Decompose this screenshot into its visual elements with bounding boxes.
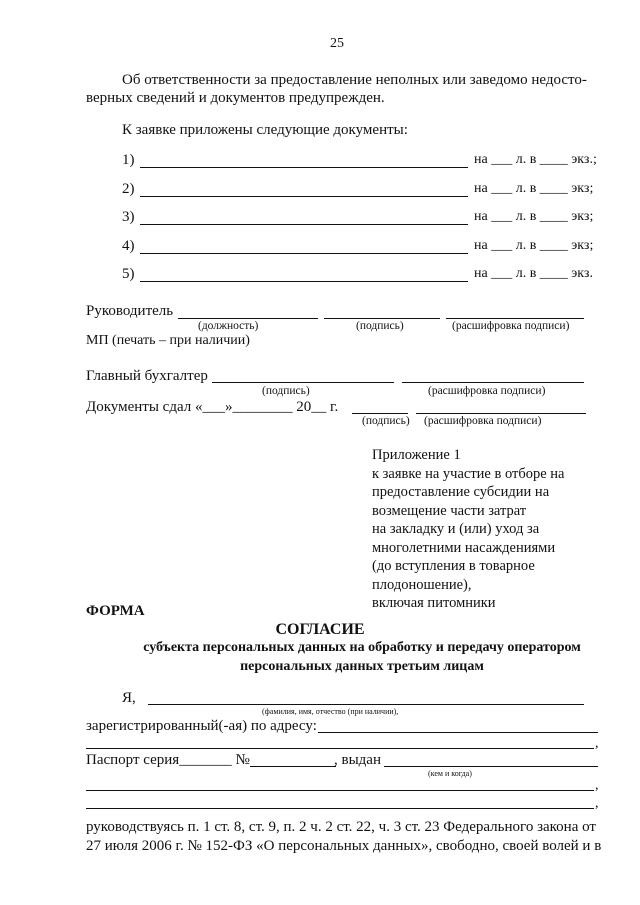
accountant-signature-field[interactable] [212, 382, 394, 383]
attachment-quantity: на ___ л. в ____ экз. [474, 266, 593, 281]
full-name-field[interactable] [148, 704, 584, 705]
submitted-caption-signature: (подпись) [362, 415, 410, 427]
issued-label: , выдан [334, 752, 381, 768]
line-comma: , [595, 796, 599, 811]
submitted-decoding-field[interactable] [416, 413, 586, 414]
issued-caption: (кем и когда) [428, 769, 472, 778]
consent-subtitle-1: субъекта персональных данных на обработку и передачу оператором [143, 640, 581, 655]
attachment-quantity: на ___ л. в ____ экз.; [474, 152, 597, 167]
caption-position: (должность) [198, 320, 259, 332]
registered-label: зарегистрированный(-ая) по адресу: [86, 718, 317, 734]
address-field[interactable] [318, 732, 598, 733]
attachment-field[interactable] [140, 196, 468, 197]
responsibility-line-2: верных сведений и документов предупрежден. [86, 90, 385, 106]
attachment-quantity: на ___ л. в ____ экз; [474, 181, 594, 196]
stamp-note: МП (печать – при наличии) [86, 333, 250, 348]
appendix-line: плодоношение), [372, 576, 472, 593]
accountant-caption-signature: (подпись) [262, 385, 310, 397]
responsibility-line-1: Об ответственности за предоставление неполных или заведомо недосто- [122, 72, 587, 88]
accountant-decoding-field[interactable] [402, 382, 584, 383]
full-name-caption: (фамилия, имя, отчество (при наличии), [262, 707, 399, 716]
appendix-line: возмещение части затрат [372, 502, 527, 519]
attached-heading: К заявке приложены следующие документы: [122, 122, 408, 138]
issued-by-field-3[interactable] [86, 808, 594, 809]
caption-decoding: (расшифровка подписи) [452, 320, 570, 332]
attachment-number: 2) [122, 181, 135, 197]
attachment-quantity: на ___ л. в ____ экз; [474, 209, 594, 224]
submitted-label: Документы сдал «___»________ 20__ г. [86, 399, 339, 415]
attachment-number: 4) [122, 238, 135, 254]
address-field-2[interactable] [86, 748, 594, 749]
form-label: ФОРМА [86, 603, 145, 619]
appendix-line: к заявке на участие в отборе на [372, 465, 565, 482]
passport-number-field[interactable] [250, 766, 336, 767]
caption-signature: (подпись) [356, 320, 404, 332]
head-label: Руководитель [86, 303, 174, 319]
appendix-block [372, 446, 565, 613]
attachment-field[interactable] [140, 253, 468, 254]
attachment-quantity: на ___ л. в ____ экз; [474, 238, 594, 253]
attachment-number: 5) [122, 266, 135, 282]
attachment-number: 1) [122, 152, 135, 168]
consent-subtitle-2: персональных данных третьим лицам [240, 659, 484, 674]
appendix-line: на закладку и (или) уход за [372, 521, 540, 537]
consent-title: СОГЛАСИЕ [275, 621, 365, 638]
appendix-line: многолетними насаждениями [372, 539, 556, 556]
issued-by-field-2[interactable] [86, 790, 594, 791]
attachment-field[interactable] [140, 167, 468, 168]
head-decoding-field[interactable] [446, 318, 584, 319]
attachment-number: 3) [122, 209, 135, 225]
guided-line-1: руководствуясь п. 1 ст. 8, ст. 9, п. 2 ч. 2 ст. 22, ч. 3 ст. 23 Федерального закона от [86, 819, 596, 835]
line-comma: , [595, 778, 599, 793]
issued-by-field[interactable] [384, 766, 598, 767]
head-signature-field[interactable] [324, 318, 440, 319]
i-label: Я, [122, 690, 136, 706]
attachment-field[interactable] [140, 281, 468, 282]
accountant-caption-decoding: (расшифровка подписи) [428, 385, 546, 397]
attachment-field[interactable] [140, 224, 468, 225]
appendix-line: Приложение 1 [372, 447, 461, 463]
page-number: 25 [330, 36, 344, 51]
submitted-caption-decoding: (расшифровка подписи) [424, 415, 542, 427]
guided-line-2: 27 июля 2006 г. № 152-ФЗ «О персональных данных», свободно, своей волей и в [86, 838, 602, 854]
appendix-line: предоставление субсидии на [372, 484, 550, 500]
submitted-signature-field[interactable] [352, 413, 408, 414]
appendix-line: (до вступления в товарное [372, 558, 535, 574]
accountant-label: Главный бухгалтер [86, 368, 208, 384]
appendix-line: включая питомники [372, 595, 496, 611]
address-comma: , [595, 736, 599, 751]
passport-label: Паспорт серия_______ № [86, 752, 250, 768]
head-position-field[interactable] [178, 318, 318, 319]
